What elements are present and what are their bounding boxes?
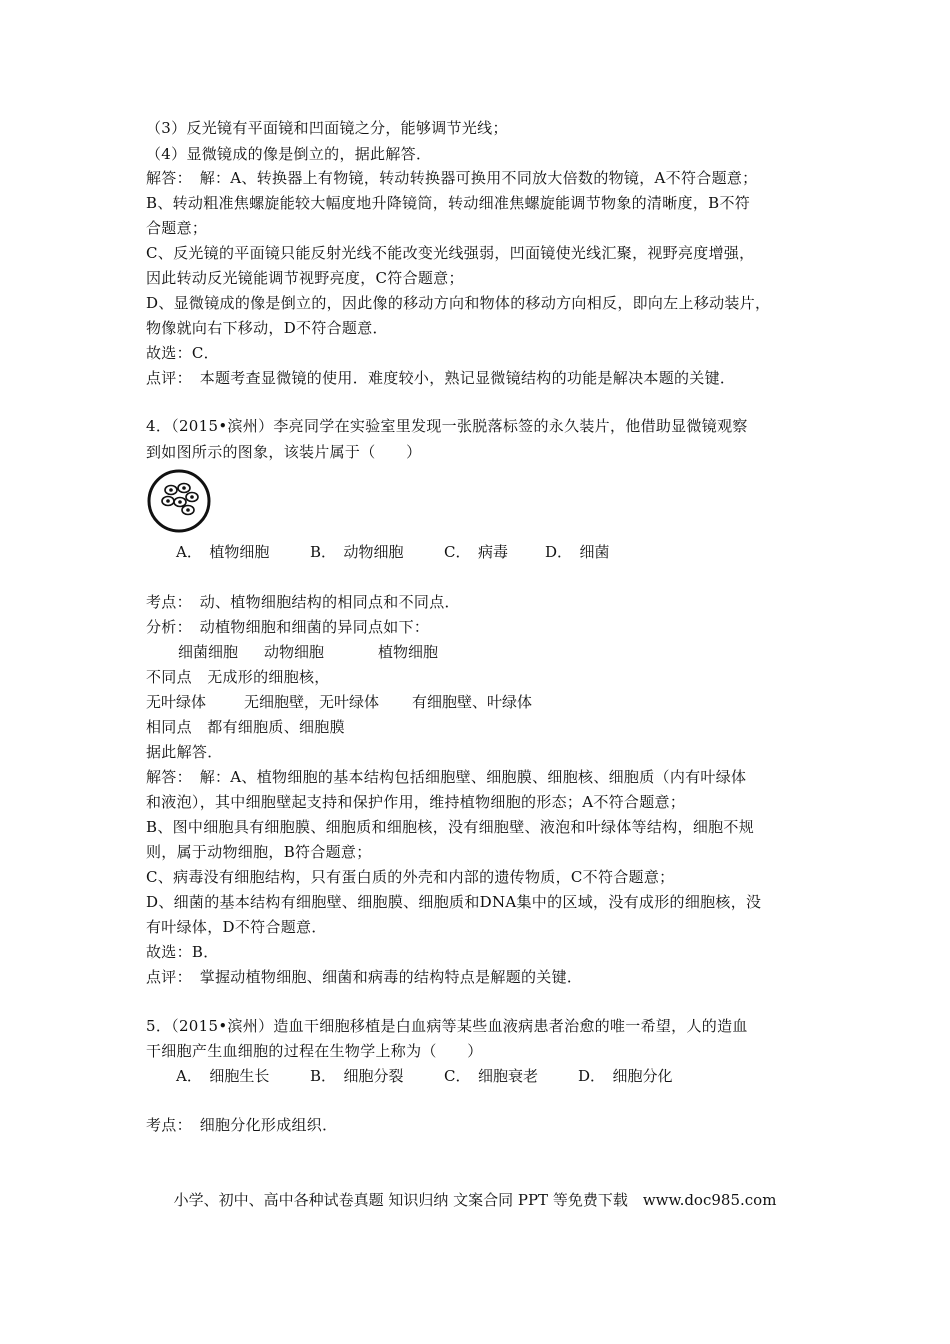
answer-line: 和液泡），其中细胞壁起支持和保护作用，维持植物细胞的形态；A不符合题意； [146,793,686,811]
final-choice: 故选：C． [146,344,219,362]
answer-line: 物像就向右下移动，D不符合题意． [146,319,388,337]
table-cell: 无叶绿体 [146,693,207,711]
answer-line: C、反光镜的平面镜只能反射光线不能改变光线强弱，凹面镜使光线汇聚，视野亮度增强， [146,244,755,262]
table-cell: 有细胞壁、叶绿体 [412,693,533,711]
final-choice: 故选：B． [146,943,219,961]
answer-line: D、显微镜成的像是倒立的，因此像的移动方向和物体的移动方向相反，即向左上移动装片， [146,294,771,312]
analysis-line: 分析： 动植物细胞和细菌的异同点如下： [146,618,430,636]
answer-line: 有叶绿体，D不符合题意． [146,918,327,936]
table-header: 动物细胞 [264,643,325,661]
table-cell: 无细胞壁，无叶绿体 [244,693,380,711]
page-footer: 小学、初中、高中各种试卷真题 知识归纳 文案合同 PPT 等免费下载 www.doc985.com [173,1191,777,1209]
question-stem: 5．（2015•滨州）造血干细胞移植是白血病等某些血液病患者治愈的唯一希望，人的造血 [146,1017,748,1035]
option-c: C． 病毒 [444,543,508,561]
answer-line: 解答： 解：A、转换器上有物镜，转动转换器可换用不同放大倍数的物镜，A不符合题意； [146,169,758,187]
option-d: D． 细菌 [545,543,610,561]
question-stem: 4．（2015•滨州）李亮同学在实验室里发现一张脱落标签的永久装片，他借助显微镜观察 [146,417,748,435]
answer-line: 因此转动反光镜能调节视野亮度，C符合题意； [146,269,464,287]
option-d: D． 细胞分化 [578,1067,673,1085]
answer-line: D、细菌的基本结构有细胞壁、细胞膜、细胞质和DNA集中的区域，没有成形的细胞核，没 [146,893,762,911]
text-line: 据此解答． [146,743,223,761]
answer-line: B、转动粗准焦螺旋能较大幅度地升降镜筒，转动细准焦螺旋能调节物象的清晰度，B不符 [146,194,751,212]
table-row: 不同点 无成形的细胞核， [146,668,330,686]
option-a: A． 植物细胞 [176,543,270,561]
table-row: 相同点 都有细胞质、细胞膜 [146,718,345,736]
option-b: B． 动物细胞 [310,543,404,561]
comment-line: 点评： 掌握动植物细胞、细菌和病毒的结构特点是解题的关键． [146,968,583,986]
text-line: （4）显微镜成的像是倒立的，据此解答． [146,145,432,163]
key-point-line: 考点： 细胞分化形成组织． [146,1116,338,1134]
question-stem: 干细胞产生血细胞的过程在生物学上称为（ ） [146,1042,483,1060]
comment-line: 点评： 本题考查显微镜的使用．难度较小，熟记显微镜结构的功能是解决本题的关键． [146,369,736,387]
option-c: C． 细胞衰老 [444,1067,538,1085]
answer-line: 合题意； [146,219,208,237]
answer-line: B、图中细胞具有细胞膜、细胞质和细胞核，没有细胞壁、液泡和叶绿体等结构，细胞不规 [146,818,755,836]
answer-line: C、病毒没有细胞结构，只有蛋白质的外壳和内部的遗传物质，C不符合题意； [146,868,675,886]
table-header: 细菌细胞 [178,643,239,661]
cell-micrograph-figure [144,468,214,534]
key-point-line: 考点： 动、植物细胞结构的相同点和不同点． [146,593,460,611]
option-a: A． 细胞生长 [176,1067,270,1085]
answer-line: 则，属于动物细胞，B符合题意； [146,843,372,861]
text-line: （3）反光镜有平面镜和凹面镜之分，能够调节光线； [146,119,508,137]
question-stem: 到如图所示的图象，该装片属于（ ） [146,443,422,461]
answer-line: 解答： 解：A、植物细胞的基本结构包括细胞壁、细胞膜、细胞核、细胞质（内有叶绿体 [146,768,747,786]
table-header: 植物细胞 [378,643,439,661]
option-b: B． 细胞分裂 [310,1067,404,1085]
